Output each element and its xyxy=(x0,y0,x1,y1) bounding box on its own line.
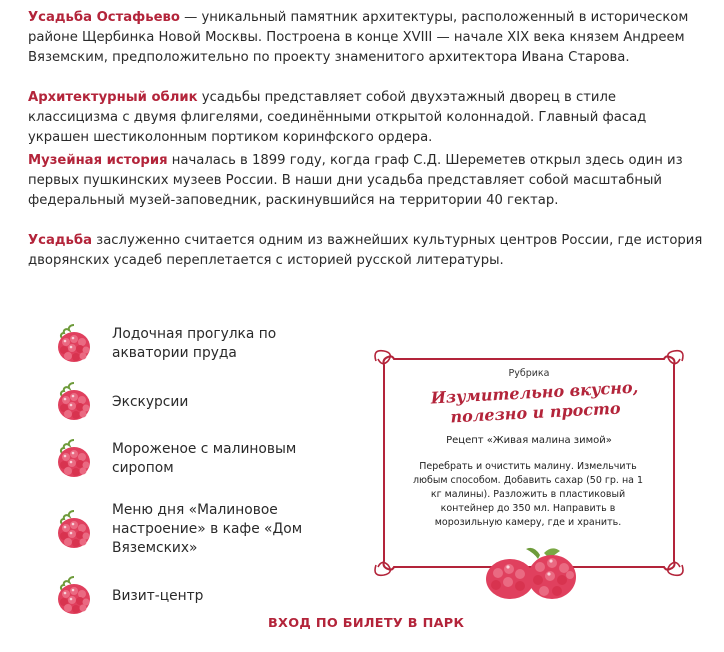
intro-text: усадьбы представляет собой двухэтажный дворец в стиле классицизма с двумя флигелями, соединёнными открытой колоннадой. Главный фасад украшен шестиколонным портиком коринфского ордера. xyxy=(28,90,647,145)
feature-item-boat xyxy=(52,322,342,366)
raspberry-icon xyxy=(52,322,96,366)
card-rubric: Рубрика xyxy=(508,368,550,379)
intro-paragraph-culture xyxy=(28,231,704,271)
feature-item-menu xyxy=(52,501,342,558)
feature-item-excursions xyxy=(52,380,342,424)
intro-text: — уникальный памятник архитектуры, расположенный в историческом районе Щербинка Новой Москвы. Построена в конце XVIII — начале XIX века князем Андреем Вяземским, предположительно по проекту знаменитого архитектора Ивана Старова. xyxy=(28,10,689,65)
feature-item-ice-cream xyxy=(52,437,342,481)
raspberry-icon xyxy=(52,437,96,481)
feature-label: Меню дня «Малиновое настроение» в кафе «Дом Вяземских» xyxy=(112,502,303,556)
intro-highlight: Усадьба xyxy=(28,233,92,248)
feature-label: Мороженое с малиновым сиропом xyxy=(112,441,297,476)
feature-label: Визит-центр xyxy=(112,587,204,604)
intro-text: заслуженно считается одним из важнейших культурных центров России, где история дворянских усадеб переплетается с историей русской литературы. xyxy=(28,233,703,268)
intro-paragraph-architecture xyxy=(28,88,704,148)
raspberry-icon xyxy=(52,508,96,552)
intro-highlight: Музейная история xyxy=(28,153,168,168)
ticket-note: ВХОД ПО БИЛЕТУ В ПАРК xyxy=(268,616,465,631)
raspberry-icon xyxy=(52,380,96,424)
intro-highlight: Архитектурный облик xyxy=(28,90,198,105)
raspberry-icon xyxy=(52,574,96,618)
feature-item-visit-center xyxy=(52,574,342,618)
card-recipe-text: Перебрать и очистить малину. Измельчить любым способом. Добавить сахар (50 гр. на 1 кг малины). Разложить в пластиковый контейнер до 350 мл. Направить в морозильную камеру, где и хранить. xyxy=(412,461,644,528)
intro-paragraph-museum xyxy=(28,151,704,211)
intro-paragraph-estate xyxy=(28,8,704,68)
raspberries-illustration xyxy=(480,545,584,601)
intro-text: началась в 1899 году, когда граф С.Д. Шереметев открыл здесь один из первых пушкинских музеев России. В наши дни усадьба представляет собой масштабный федеральный музей-заповедник, раскинувшийся на территории 40 гектар. xyxy=(28,153,683,208)
recipe-card xyxy=(370,347,688,579)
feature-label: Экскурсии xyxy=(112,393,189,410)
feature-label: Лодочная прогулка по акватории пруда xyxy=(112,326,277,361)
card-title: Изумительно вкусно, полезно и просто xyxy=(430,377,639,427)
card-recipe-title: Рецепт «Живая малина зимой» xyxy=(446,435,612,446)
intro-highlight: Усадьба Остафьево xyxy=(28,10,180,25)
